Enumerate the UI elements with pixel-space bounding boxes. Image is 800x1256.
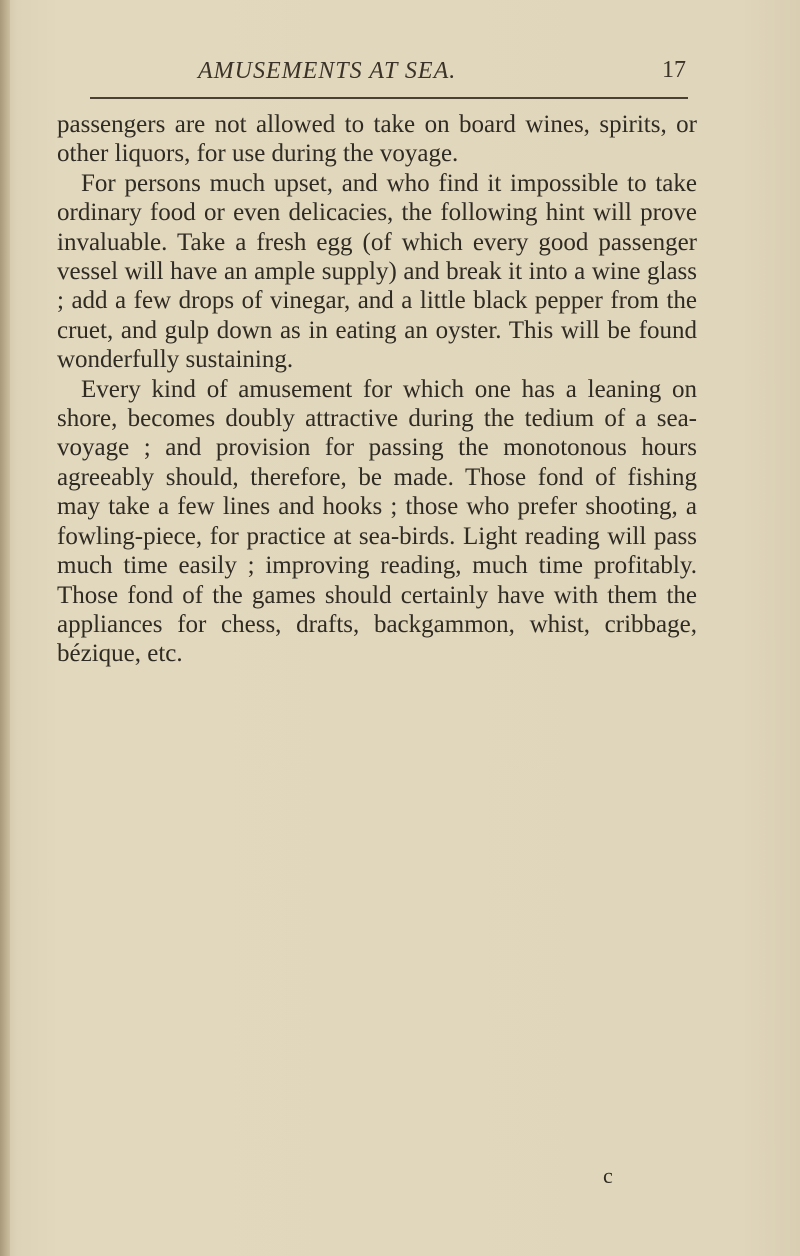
page-number: 17 xyxy=(662,57,686,83)
page-body xyxy=(57,110,697,669)
signature-mark: c xyxy=(603,1163,613,1188)
paragraph-seasickness-hint: For persons much upset, and who find it impossible to take ordinary food or even delicacies, the following hint will prove invaluable. Take a fresh egg (of which every good passenger vessel will have an ample supply) and break it into a wine glass ; add a few drops of vinegar, and a little black pepper from the cruet, and gulp down as in eating an oyster. This will be found wonderfully sustaining. xyxy=(57,169,697,374)
paragraph-continuation: passengers are not allowed to take on board wines, spirits, or other liquors, for use during the voyage. xyxy=(57,111,697,168)
running-title: AMUSEMENTS AT SEA. xyxy=(198,58,457,84)
page-gutter-shadow xyxy=(0,0,10,1256)
paragraph-amusements: Every kind of amusement for which one has a leaning on shore, becomes doubly attractive during the tedium of a sea-voyage ; and provision for passing the monotonous hours agreeably should, therefore, be made. Those fond of fishing may take a few lines and hooks ; those who prefer shooting, a fowling-piece, for practice at sea-birds. Light reading will pass much time easily ; improving reading, much time profitably. Those fond of the games should certainly have with them the appliances for chess, drafts, backgammon, whist, cribbage, bézique, etc. xyxy=(57,375,697,668)
header-rule xyxy=(90,97,688,99)
